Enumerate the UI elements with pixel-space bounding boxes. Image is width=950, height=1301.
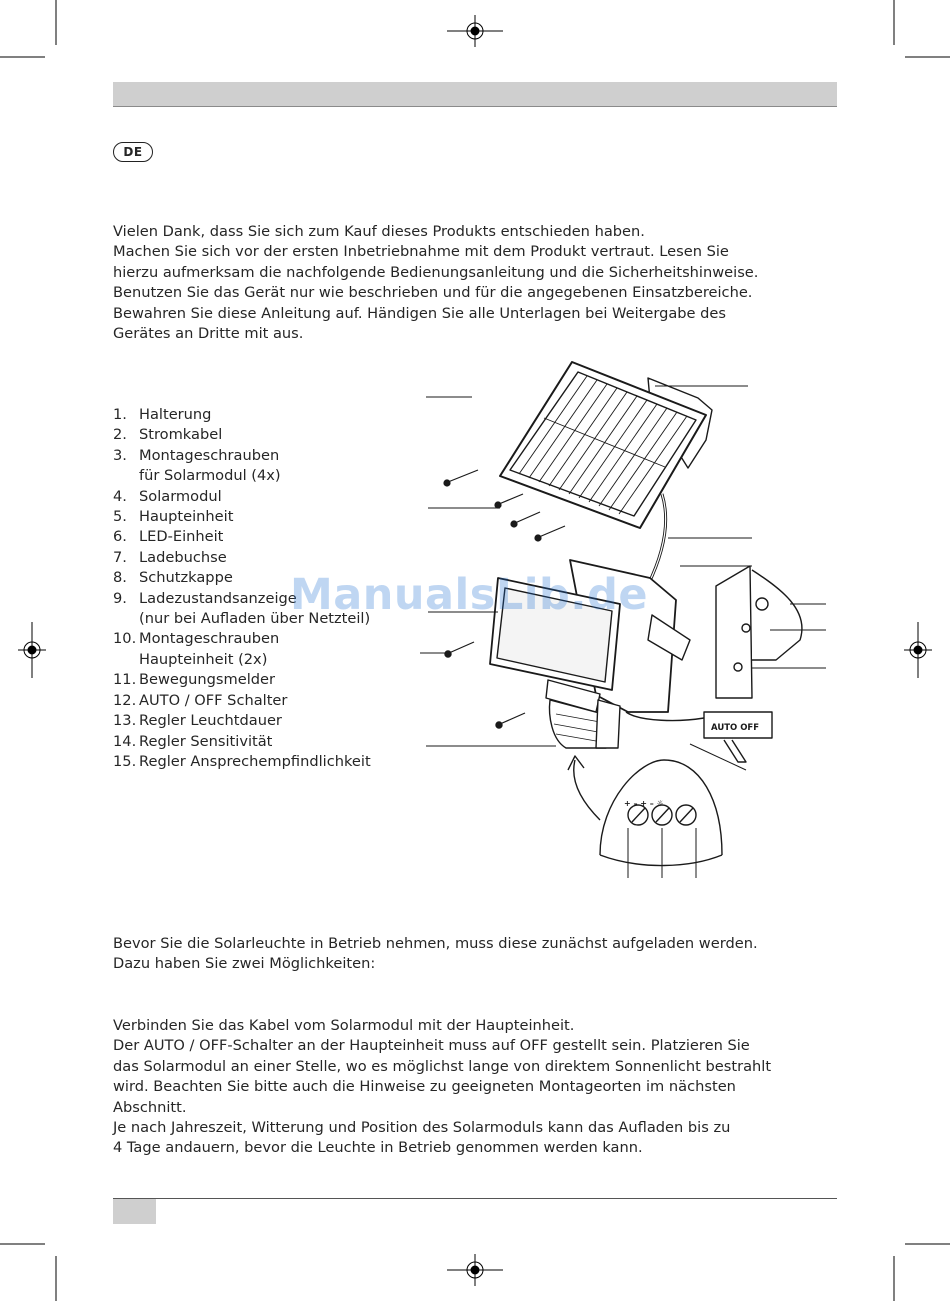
parts-list-number: 1. — [113, 406, 127, 423]
solar-panel — [500, 362, 706, 528]
parts-list-label: Regler Ansprechempfindlichkeit — [139, 752, 371, 770]
parts-list-number: 8. — [113, 569, 127, 587]
parts-list-label: Bewegungsmelder — [139, 671, 276, 689]
language-badge: DE — [113, 142, 153, 162]
footer-page-box — [113, 1199, 156, 1224]
dial-symbols: + – + – ☼ — [624, 799, 664, 808]
parts-list-label: AUTO / OFF Schalter — [139, 691, 288, 709]
parts-list-label: Regler Sensitivität — [139, 732, 273, 750]
detail-switch — [626, 712, 772, 762]
parts-list-label: Ladebuchse — [139, 548, 227, 566]
parts-list-label: Montageschrauben Haupteinheit (2x) — [139, 630, 280, 668]
charging-paragraph: Verbinden Sie das Kabel vom Solarmodul mit der Haupteinheit. Der AUTO / OFF-Schalter an der Haupteinheit muss auf OFF gestellt sein. Platzieren Sie das Solarmodul an einer Stelle, wo es möglichst lange von direktem Sonnenlicht bestrahlt wird. Beachten Sie bitte auch die Hinweise zu geeigneten Montageorten im nächsten Abschnitt. Je nach Jahreszeit, Witterung und Position des Solarmoduls kann das Aufladen bis zu 4 Tage andauern, bevor die Leuchte in Betrieb genommen werden kann. — [113, 1017, 772, 1157]
parts-list-number: 14. — [113, 732, 137, 750]
parts-list-number: 13. — [113, 712, 137, 730]
footer-line — [113, 1198, 837, 1199]
watermark: ManualsLib.de — [290, 570, 649, 620]
parts-list-number: 3. — [113, 446, 127, 464]
parts-list-number: 10. — [113, 630, 137, 648]
parts-list-number: 12. — [113, 691, 137, 709]
parts-list-number: 6. — [113, 528, 127, 546]
parts-list-number: 7. — [113, 548, 127, 566]
parts-list-label: Ladezustandsanzeige (nur bei Aufladen über Netzteil) — [139, 589, 371, 628]
parts-list-number: 9. — [113, 589, 127, 607]
parts-list-number: 5. — [113, 508, 127, 526]
parts-list-number: 2. — [113, 426, 127, 444]
parts-list-label: Stromkabel — [139, 426, 223, 444]
parts-list-number: 11. — [113, 671, 137, 689]
detail-charge-socket — [716, 566, 802, 698]
parts-list-number: 4. — [113, 487, 127, 505]
charging-intro: Bevor Sie die Solarleuchte in Betrieb nehmen, muss diese zunächst aufgeladen werden. Dazu haben Sie zwei Möglichkeiten: — [113, 935, 758, 973]
intro-paragraph: Vielen Dank, dass Sie sich zum Kauf dieses Produkts entschieden haben. Machen Sie sich vor der ersten Inbetriebnahme mit dem Produkt vertraut. Lesen Sie hierzu aufmerksam die nachfolgende Bedienungsanleitung und die Sicherheitshinweise. Benutzen Sie das Gerät nur wie beschrieben und für die angegebenen Einsatzbereiche. Bewahren Sie diese Anleitung auf. Händigen Sie alle Unterlagen bei Weitergabe des Gerätes an Dritte mit aus. — [113, 223, 759, 343]
parts-list-label: Montageschrauben für Solarmodul (4x) — [139, 446, 281, 485]
parts-list-label: Halterung — [139, 406, 212, 423]
parts-list-label: LED-Einheit — [139, 528, 224, 546]
detail-dials — [568, 756, 722, 866]
parts-list-label: Solarmodul — [139, 487, 222, 505]
parts-list-label: Regler Leuchtdauer — [139, 712, 282, 730]
parts-list-number: 15. — [113, 752, 137, 770]
parts-list-label: Schutzkappe — [139, 569, 233, 587]
parts-list-label: Haupteinheit — [139, 508, 234, 526]
switch-label: AUTO OFF — [711, 723, 760, 733]
